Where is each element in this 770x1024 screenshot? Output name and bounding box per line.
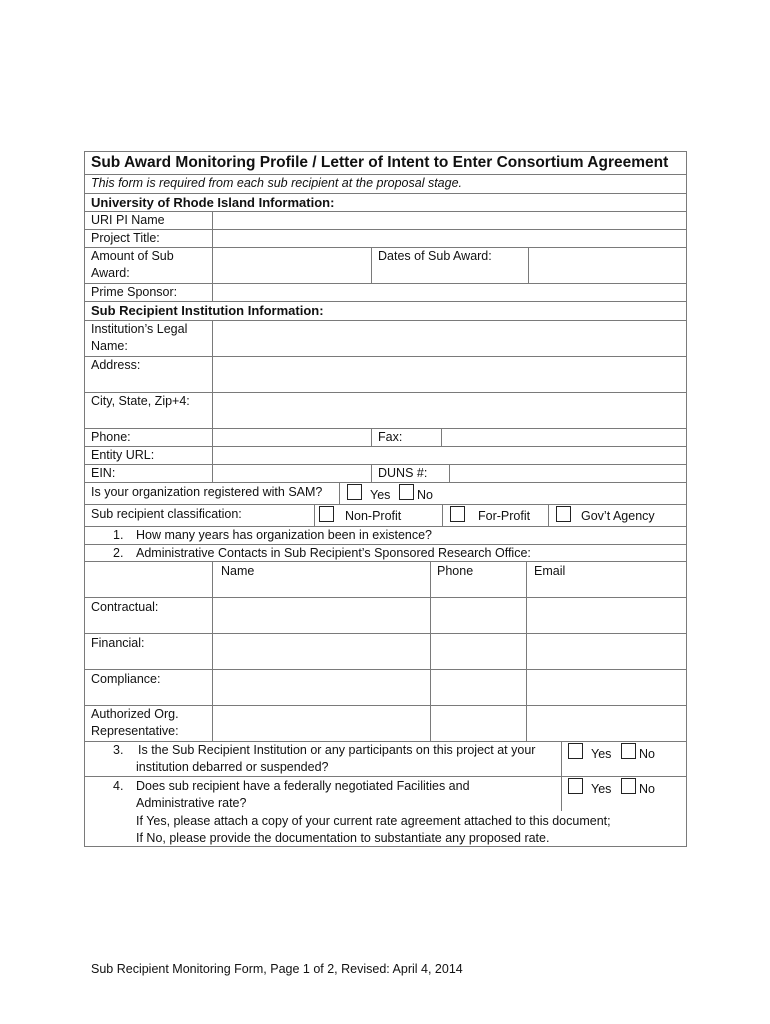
q3-yes-label: Yes (591, 747, 612, 761)
dates-field[interactable] (529, 248, 686, 283)
phone-field[interactable] (213, 429, 371, 446)
q3-number: 3. (113, 743, 124, 757)
pi-name-label: URI PI Name (91, 213, 165, 227)
duns-field[interactable] (450, 465, 686, 482)
form-subtitle: This form is required from each sub recipient at the proposal stage. (91, 176, 463, 190)
authorized-phone-field[interactable] (431, 706, 526, 741)
city-state-zip-label: City, State, Zip+4: (91, 394, 190, 408)
q4-no-checkbox[interactable] (621, 778, 636, 794)
ein-label: EIN: (91, 466, 116, 480)
address-label: Address: (91, 358, 141, 372)
forprofit-label: For-Profit (478, 509, 531, 523)
q4-text-line1: Does sub recipient have a federally negotiated Facilities and (136, 779, 470, 793)
q1-text: How many years has organization been in existence? (136, 528, 433, 542)
sub-section-heading: Sub Recipient Institution Information: (91, 303, 324, 318)
q2-text: Administrative Contacts in Sub Recipient’s Sponsored Research Office: (136, 546, 531, 560)
sam-question: Is your organization registered with SAM? (91, 485, 323, 499)
address-field[interactable] (213, 357, 686, 392)
dates-label: Dates of Sub Award: (378, 249, 492, 263)
classification-label: Sub recipient classification: (91, 507, 242, 521)
authorized-rep-label-line1: Authorized Org. (91, 707, 179, 721)
authorized-rep-label-line2: Representative: (91, 724, 179, 738)
q3-no-checkbox[interactable] (621, 743, 636, 759)
sam-no-label: No (417, 488, 433, 502)
fax-field[interactable] (442, 429, 686, 446)
compliance-email-field[interactable] (527, 670, 686, 705)
legal-name-label-line2: Name: (91, 339, 128, 353)
contacts-header-phone: Phone (437, 564, 474, 578)
nonprofit-label: Non-Profit (345, 509, 402, 523)
authorized-email-field[interactable] (527, 706, 686, 741)
sam-yes-checkbox[interactable] (347, 484, 362, 500)
q1-number: 1. (113, 528, 124, 542)
entity-url-field[interactable] (213, 447, 686, 464)
q2-number: 2. (113, 546, 124, 560)
amount-field[interactable] (213, 248, 371, 283)
q4-text-line2: Administrative rate? (136, 796, 247, 810)
financial-phone-field[interactable] (431, 634, 526, 669)
q4-yes-label: Yes (591, 782, 612, 796)
rate-note-line2: If No, please provide the documentation to substantiate any proposed rate. (136, 831, 550, 845)
rate-note-line1: If Yes, please attach a copy of your current rate agreement attached to this document; (136, 814, 611, 828)
contacts-header-email: Email (534, 564, 566, 578)
contractual-email-field[interactable] (527, 598, 686, 633)
govt-agency-label: Gov’t Agency (581, 509, 655, 523)
compliance-name-field[interactable] (213, 670, 430, 705)
q3-yes-checkbox[interactable] (568, 743, 583, 759)
amount-label-line1: Amount of Sub (91, 249, 174, 263)
q4-number: 4. (113, 779, 124, 793)
contractual-phone-field[interactable] (431, 598, 526, 633)
q3-text-line1: Is the Sub Recipient Institution or any participants on this project at your (138, 743, 536, 757)
q4-yes-checkbox[interactable] (568, 778, 583, 794)
duns-label: DUNS #: (378, 466, 428, 480)
phone-label: Phone: (91, 430, 131, 444)
entity-url-label: Entity URL: (91, 448, 155, 462)
authorized-name-field[interactable] (213, 706, 430, 741)
pi-name-field[interactable] (213, 212, 686, 229)
contact-row-label: Contractual: (91, 600, 159, 614)
govt-agency-checkbox[interactable] (556, 506, 571, 522)
fax-label: Fax: (378, 430, 403, 444)
q3-no-label: No (639, 747, 655, 761)
legal-name-field[interactable] (213, 321, 686, 356)
form-title: Sub Award Monitoring Profile / Letter of Intent to Enter Consortium Agreement (91, 154, 669, 171)
q3-text-line2: institution debarred or suspended? (136, 760, 329, 774)
contractual-name-field[interactable] (213, 598, 430, 633)
financial-email-field[interactable] (527, 634, 686, 669)
prime-sponsor-field[interactable] (213, 284, 686, 301)
contact-row-label: Financial: (91, 636, 145, 650)
ein-field[interactable] (213, 465, 371, 482)
nonprofit-checkbox[interactable] (319, 506, 334, 522)
uri-section-heading: University of Rhode Island Information: (91, 195, 335, 210)
page-footer: Sub Recipient Monitoring Form, Page 1 of 2, Revised: April 4, 2014 (91, 962, 463, 976)
q4-no-label: No (639, 782, 655, 796)
financial-name-field[interactable] (213, 634, 430, 669)
prime-sponsor-label: Prime Sponsor: (91, 285, 178, 299)
project-title-label: Project Title: (91, 231, 160, 245)
sam-yes-label: Yes (370, 488, 391, 502)
contacts-header-name: Name (221, 564, 255, 578)
contact-row-label: Compliance: (91, 672, 161, 686)
amount-label-line2: Award: (91, 266, 130, 280)
forprofit-checkbox[interactable] (450, 506, 465, 522)
legal-name-label-line1: Institution’s Legal (91, 322, 188, 336)
sam-no-checkbox[interactable] (399, 484, 414, 500)
project-title-field[interactable] (213, 230, 686, 247)
compliance-phone-field[interactable] (431, 670, 526, 705)
city-state-zip-field[interactable] (213, 393, 686, 428)
